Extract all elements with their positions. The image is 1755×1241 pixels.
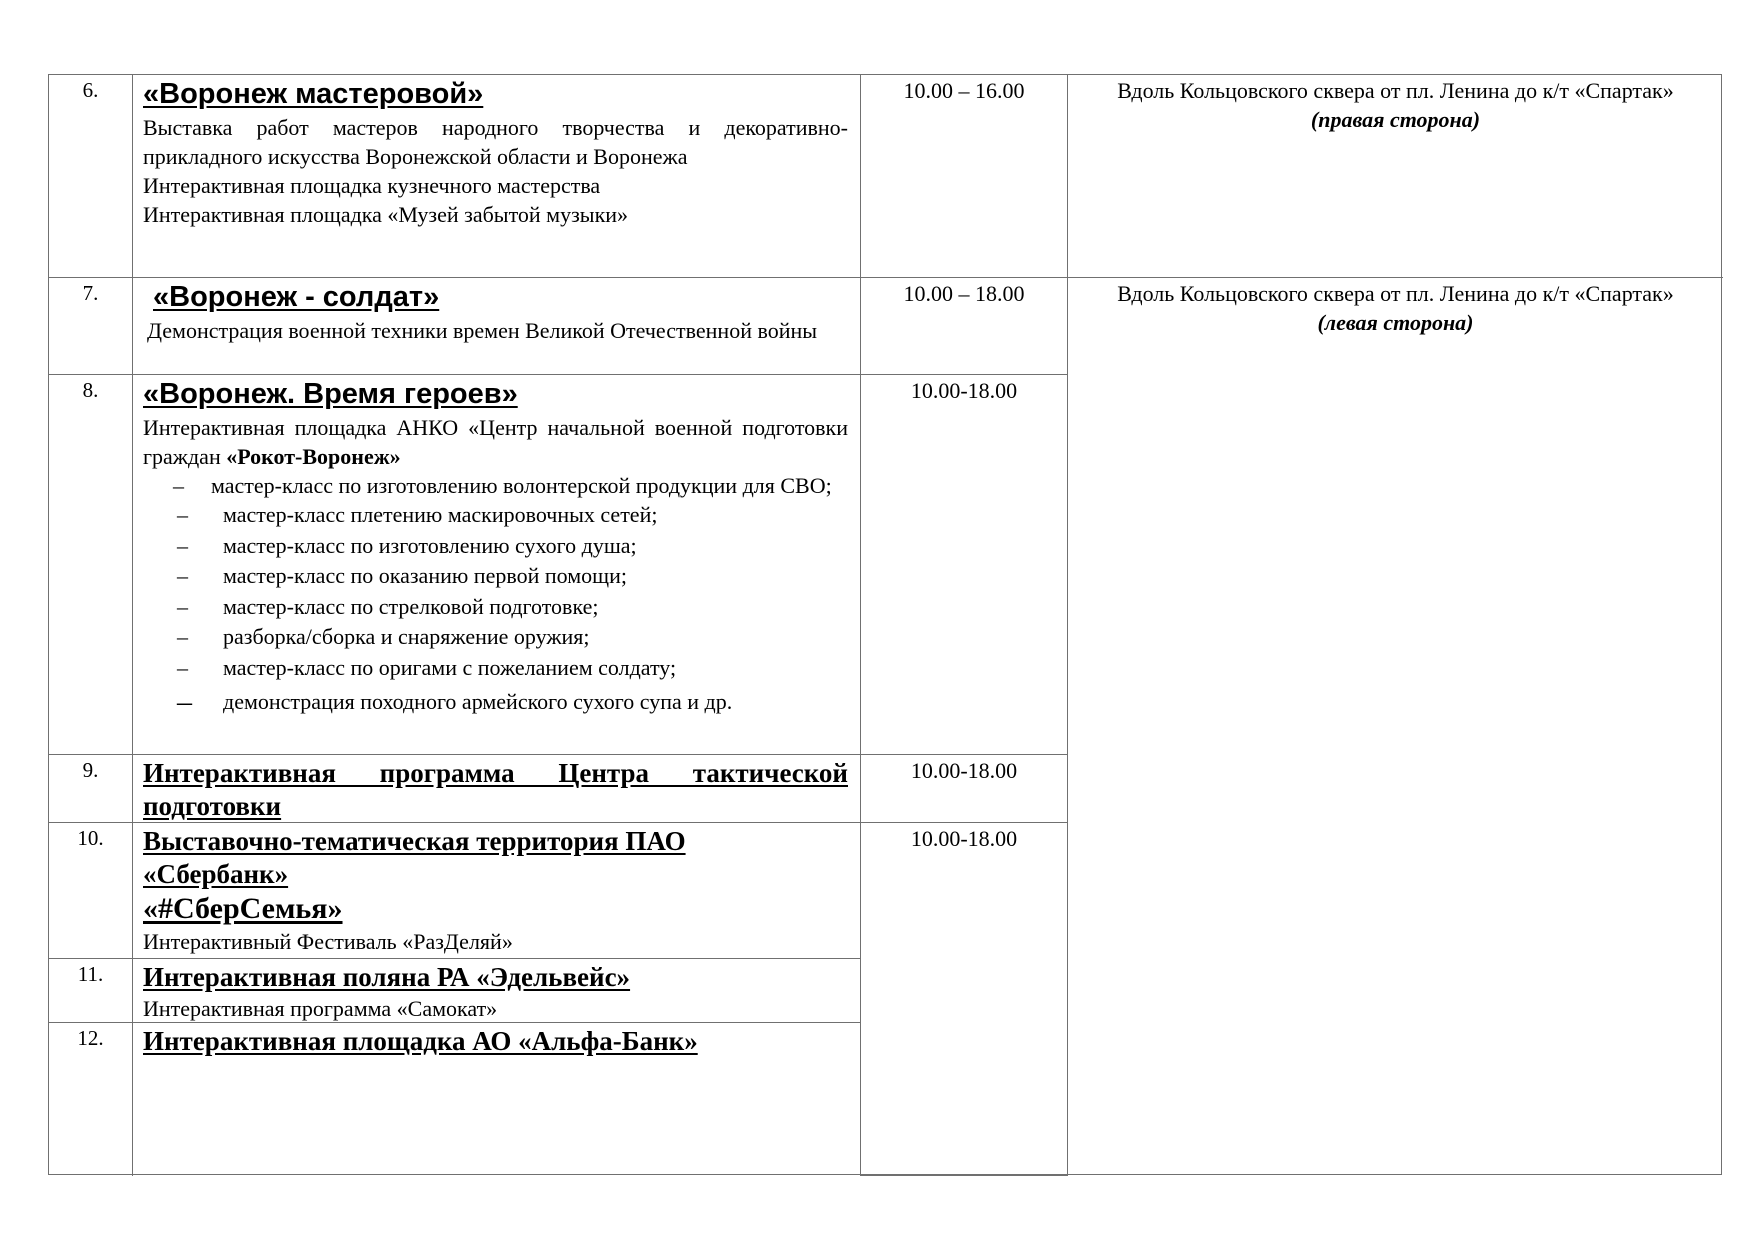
- event-title: Интерактивная поляна РА «Эдельвейс»: [143, 962, 631, 992]
- event-cell: [133, 375, 861, 755]
- event-description: Интерактивный Фестиваль «РазДеляй»: [143, 929, 513, 954]
- row-number: 12.: [49, 1023, 133, 1176]
- event-cell: [133, 959, 861, 1023]
- event-line: Выставка работ мастеров народного творчества и декоративно-прикладного искусства Воронежской области и Воронежа: [143, 115, 848, 169]
- event-cell: [133, 823, 861, 959]
- intro-bold: «Рокот-Воронеж»: [226, 444, 401, 469]
- list-item: [143, 471, 848, 500]
- dash-mark: –: [177, 654, 188, 680]
- row-number: 9.: [49, 755, 133, 823]
- event-cell: [133, 75, 861, 278]
- place-side: (правая сторона): [1310, 107, 1481, 132]
- event-cell: [133, 755, 861, 823]
- event-line: Интерактивная площадка «Музей забытой музыки»: [143, 202, 629, 227]
- dash-mark: –: [173, 473, 184, 498]
- list-item-text: мастер-класс по изготовлению волонтерской продукции для СВО;: [211, 473, 832, 498]
- event-description: Интерактивная программа «Самокат»: [143, 996, 498, 1021]
- list-item-text: мастер-класс по оригами с пожеланием солдату;: [223, 654, 677, 680]
- event-title: Выставочно-тематическая территория ПАО «Сбербанк»: [143, 826, 686, 889]
- event-cell: [133, 1023, 861, 1176]
- list-item-text: мастер-класс плетению маскировочных сетей;: [223, 502, 658, 527]
- event-time: 10.00 – 16.00: [861, 75, 1068, 278]
- event-time: 10.00-18.00: [861, 823, 1068, 1176]
- dash-mark: –: [177, 685, 192, 718]
- place-text: Вдоль Кольцовского сквера от пл. Ленина до к/т «Спартак»: [1117, 78, 1674, 103]
- event-title: Интерактивная площадка АО «Альфа-Банк»: [143, 1026, 698, 1056]
- row-number: 11.: [49, 959, 133, 1023]
- dash-mark: –: [177, 502, 188, 527]
- event-place: [1068, 75, 1723, 278]
- list-item: [143, 531, 848, 562]
- dash-mark: –: [177, 563, 188, 588]
- place-side: (левая сторона): [1317, 310, 1474, 335]
- list-item-text: мастер-класс по оказанию первой помощи;: [223, 563, 627, 588]
- row-number: 7.: [49, 278, 133, 375]
- row-number: 6.: [49, 75, 133, 278]
- dash-mark: –: [177, 624, 188, 649]
- event-description: Демонстрация военной техники времен Великой Отечественной войны: [147, 318, 818, 343]
- list-item: [143, 500, 848, 531]
- row-number: 10.: [49, 823, 133, 959]
- event-cell: [133, 278, 861, 375]
- event-time: 10.00 – 18.00: [861, 278, 1068, 375]
- list-item: [143, 561, 848, 592]
- list-item: [143, 687, 848, 718]
- event-title: «Воронеж - солдат»: [153, 281, 440, 313]
- dash-mark: –: [177, 593, 188, 619]
- list-item: [143, 592, 848, 623]
- list-item-text: разборка/сборка и снаряжение оружия;: [223, 624, 590, 649]
- dash-mark: –: [177, 532, 188, 558]
- list-item-text: демонстрация походного армейского сухого супа и др.: [223, 689, 733, 714]
- list-item: [143, 622, 848, 653]
- list-item: [143, 653, 848, 684]
- list-item-text: мастер-класс по стрелковой подготовке;: [223, 593, 599, 619]
- event-title: «Воронеж мастеровой»: [143, 78, 484, 110]
- event-line: Интерактивная площадка кузнечного мастерства: [143, 173, 601, 198]
- event-time: 10.00-18.00: [861, 375, 1068, 755]
- schedule-table: [48, 74, 1722, 1175]
- event-title: Интерактивная программа Центра тактической подготовки: [143, 758, 848, 821]
- list-item-text: мастер-класс по изготовлению сухого душа;: [223, 532, 637, 558]
- row-number: 8.: [49, 375, 133, 755]
- event-time: 10.00-18.00: [861, 755, 1068, 823]
- event-intro: [143, 413, 848, 471]
- place-text: Вдоль Кольцовского сквера от пл. Ленина до к/т «Спартак»: [1117, 281, 1674, 306]
- event-title: «Воронеж. Время героев»: [143, 378, 518, 410]
- intro-text: Интерактивная площадка АНКО «Центр начальной военной подготовки граждан: [143, 415, 848, 469]
- event-subtitle: «#СберСемья»: [143, 892, 343, 925]
- event-place: [1068, 278, 1723, 1176]
